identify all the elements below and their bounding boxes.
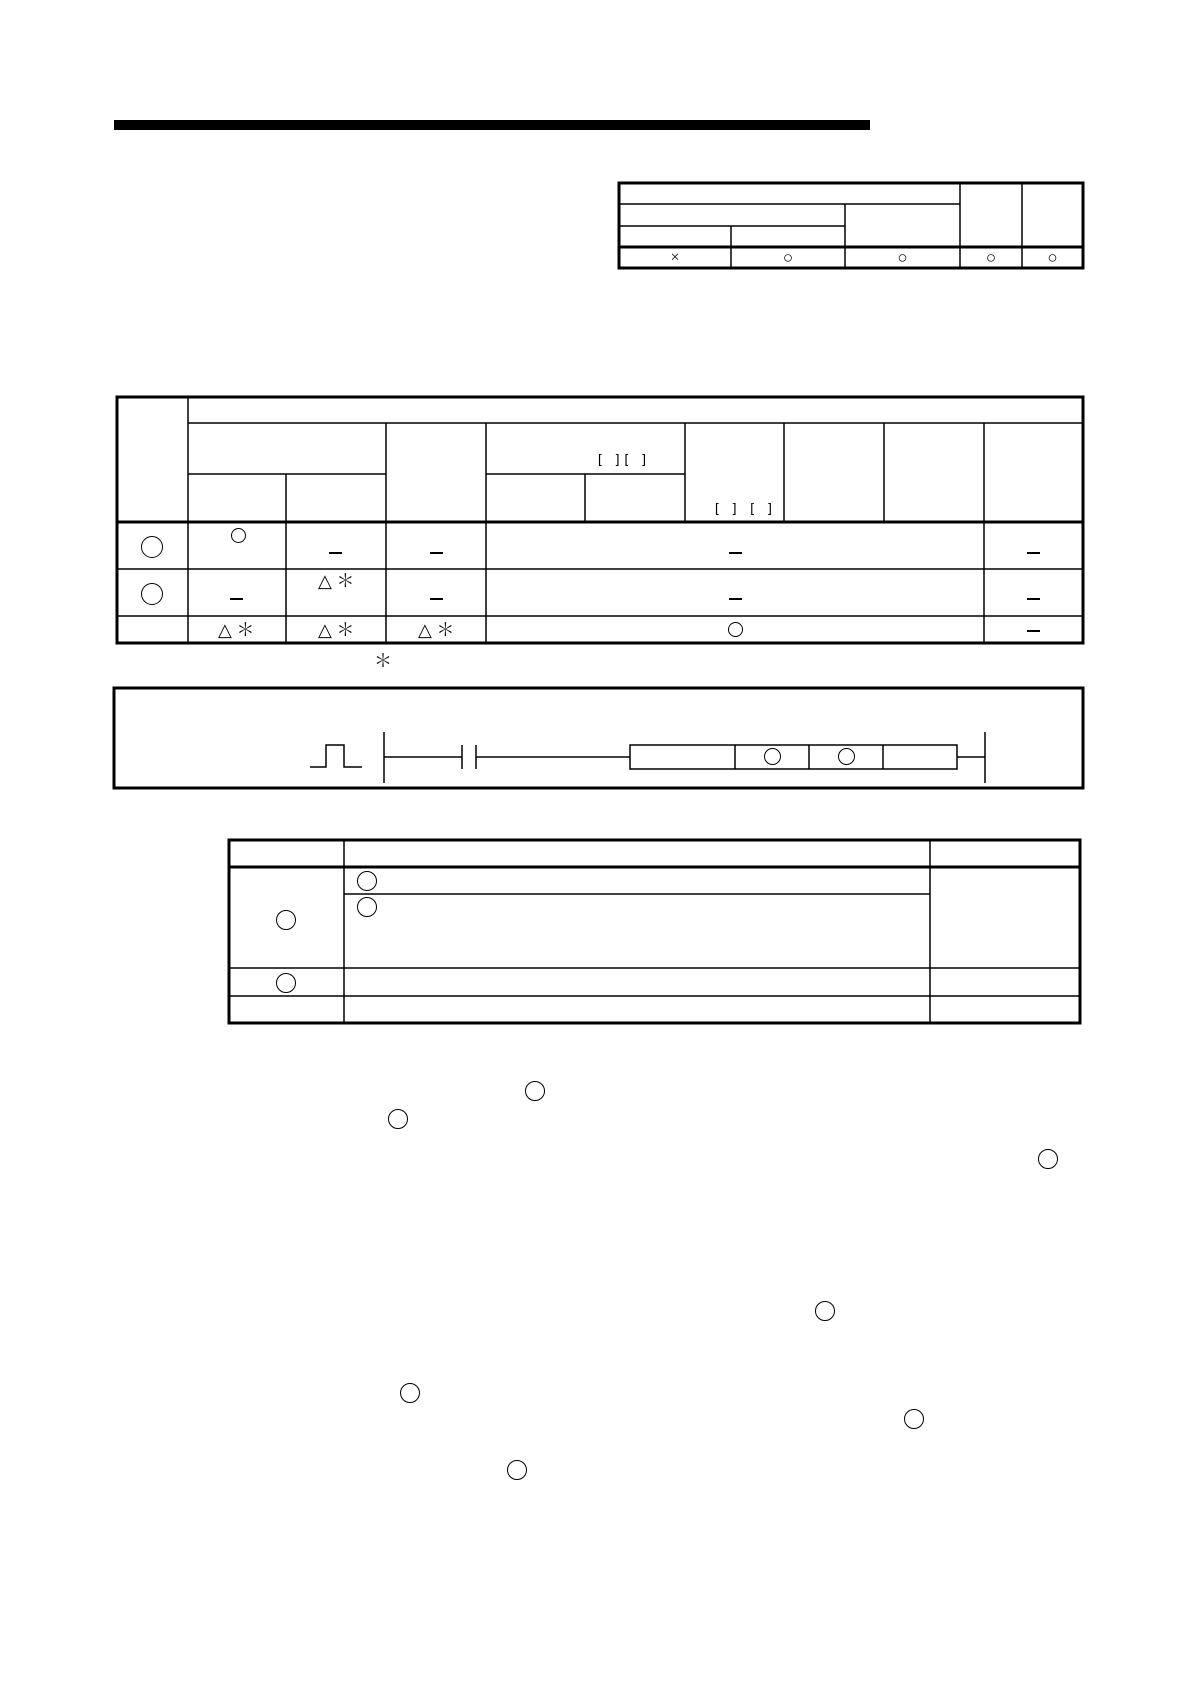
setting-row1-item1-marker: [357, 871, 377, 891]
row3-dash-5: [1027, 630, 1040, 632]
row1-dash-3: [430, 552, 443, 554]
body-marker-5: [400, 1383, 420, 1403]
setting-row1-item2-marker: [357, 897, 377, 917]
row-marker-circle-2: [141, 583, 163, 605]
row3-cell-1: △ ＊: [218, 620, 255, 640]
body-marker-2: [388, 1109, 408, 1129]
device-table: [117, 397, 1083, 643]
ladder-diagram: [114, 688, 1083, 788]
row3-cell-3: △ ＊: [418, 620, 455, 640]
row1-dash-2: [329, 552, 342, 554]
body-marker-4: [815, 1301, 835, 1321]
cpu-cell-1: ×: [670, 249, 680, 266]
row3-circle-4: [728, 622, 743, 637]
ladder-operand-circle-2: [838, 748, 855, 765]
row2-dash-1: [230, 598, 243, 600]
row2-dash-5: [1027, 598, 1040, 600]
cpu-cell-5: ○: [1047, 248, 1058, 267]
row1-word-circle: [231, 528, 246, 543]
row2-cell-2: △ ＊: [318, 571, 355, 591]
row2-dash-4: [729, 598, 742, 600]
body-marker-6: [904, 1409, 924, 1429]
setting-data-table: [229, 840, 1080, 1023]
body-marker-7: [507, 1460, 527, 1480]
setting-row2-marker: [276, 973, 296, 993]
row2-dash-3: [430, 598, 443, 600]
row1-dash-5: [1027, 552, 1040, 554]
cpu-cell-2: ○: [782, 248, 794, 267]
row-marker-circle-1: [141, 536, 163, 558]
digit-placeholder-sub: [ ] [ ]: [713, 502, 775, 517]
cpu-cell-3: ○: [897, 248, 908, 267]
row1-dash-4: [729, 552, 742, 554]
cpu-cell-4: ○: [985, 248, 997, 267]
body-marker-3: [1038, 1149, 1058, 1169]
setting-row1-marker: [276, 910, 296, 930]
body-marker-1: [525, 1081, 545, 1101]
footnote-asterisk: ＊: [374, 651, 392, 671]
ladder-operand-circle-1: [764, 748, 781, 765]
row3-cell-2: △ ＊: [318, 620, 355, 640]
digit-placeholder-main: [ ][ ]: [596, 453, 649, 468]
